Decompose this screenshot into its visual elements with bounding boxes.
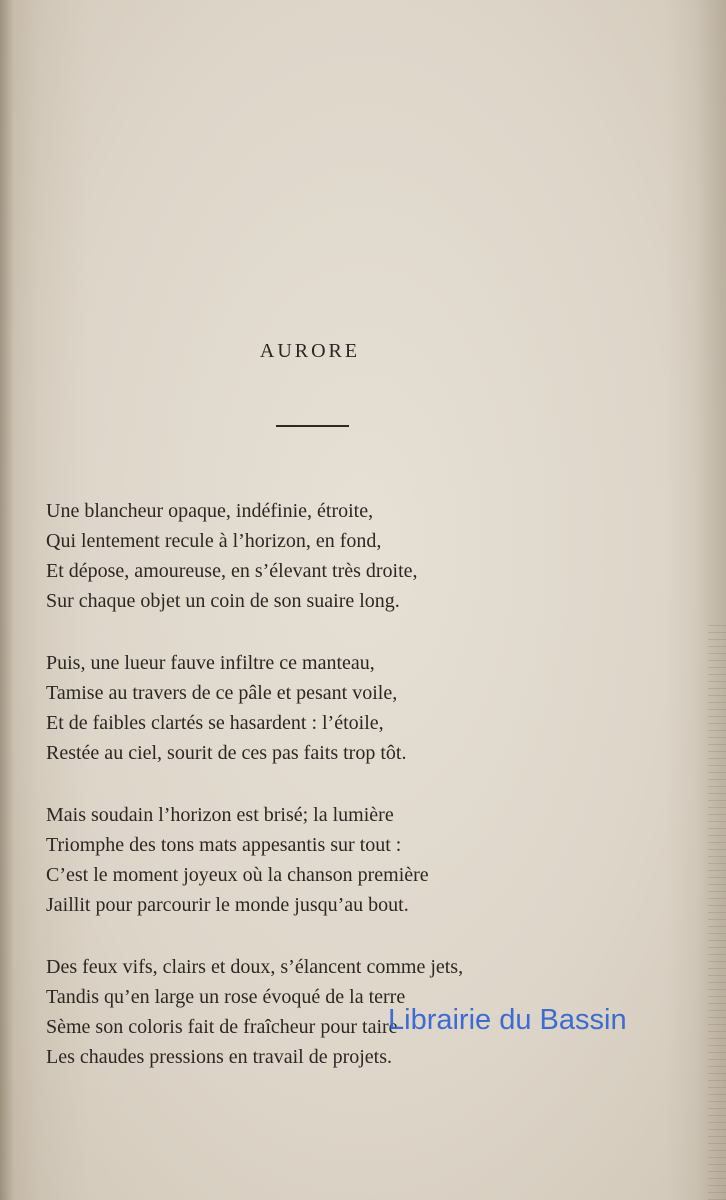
verse-line: Puis, une lueur fauve infiltre ce manteau, (46, 652, 375, 674)
verse-line: Jaillit pour parcourir le monde jusqu’au bout. (46, 894, 409, 916)
verse-line: Qui lentement recule à l’horizon, en fond, (46, 530, 382, 552)
verse-line: Tandis qu’en large un rose évoqué de la terre (46, 986, 406, 1008)
page-edge (708, 620, 726, 1200)
verse-line: Des feux vifs, clairs et doux, s’élancent comme jets, (46, 956, 464, 978)
verse-line: Triomphe des tons mats appesantis sur tout : (46, 834, 402, 856)
verse-line: Et dépose, amoureuse, en s’élevant très droite, (46, 560, 418, 582)
verse-line: Restée au ciel, sourit de ces pas faits trop tôt. (46, 742, 407, 764)
stanza (46, 496, 626, 616)
verse-line: Mais soudain l’horizon est brisé; la lumière (46, 804, 394, 826)
verse-line: Les chaudes pressions en travail de projets. (46, 1046, 393, 1068)
verse-line: Sème son coloris fait de fraîcheur pour taire (46, 1016, 398, 1038)
binding-shadow (0, 0, 14, 1200)
poem-title: AURORE (259, 340, 361, 362)
verse-line: Et de faibles clartés se hasardent : l’étoile, (46, 712, 384, 734)
stanza (46, 800, 626, 920)
verse-line: Tamise au travers de ce pâle et pesant voile, (46, 682, 398, 704)
stanza (46, 648, 626, 768)
verse-line: Une blancheur opaque, indéfinie, étroite, (46, 500, 374, 522)
watermark-text: Librairie du Bassin (388, 1004, 627, 1036)
verse-line: Sur chaque objet un coin de son suaire long. (46, 590, 400, 612)
verse-line: C’est le moment joyeux où la chanson première (46, 864, 429, 886)
title-rule (276, 425, 349, 427)
